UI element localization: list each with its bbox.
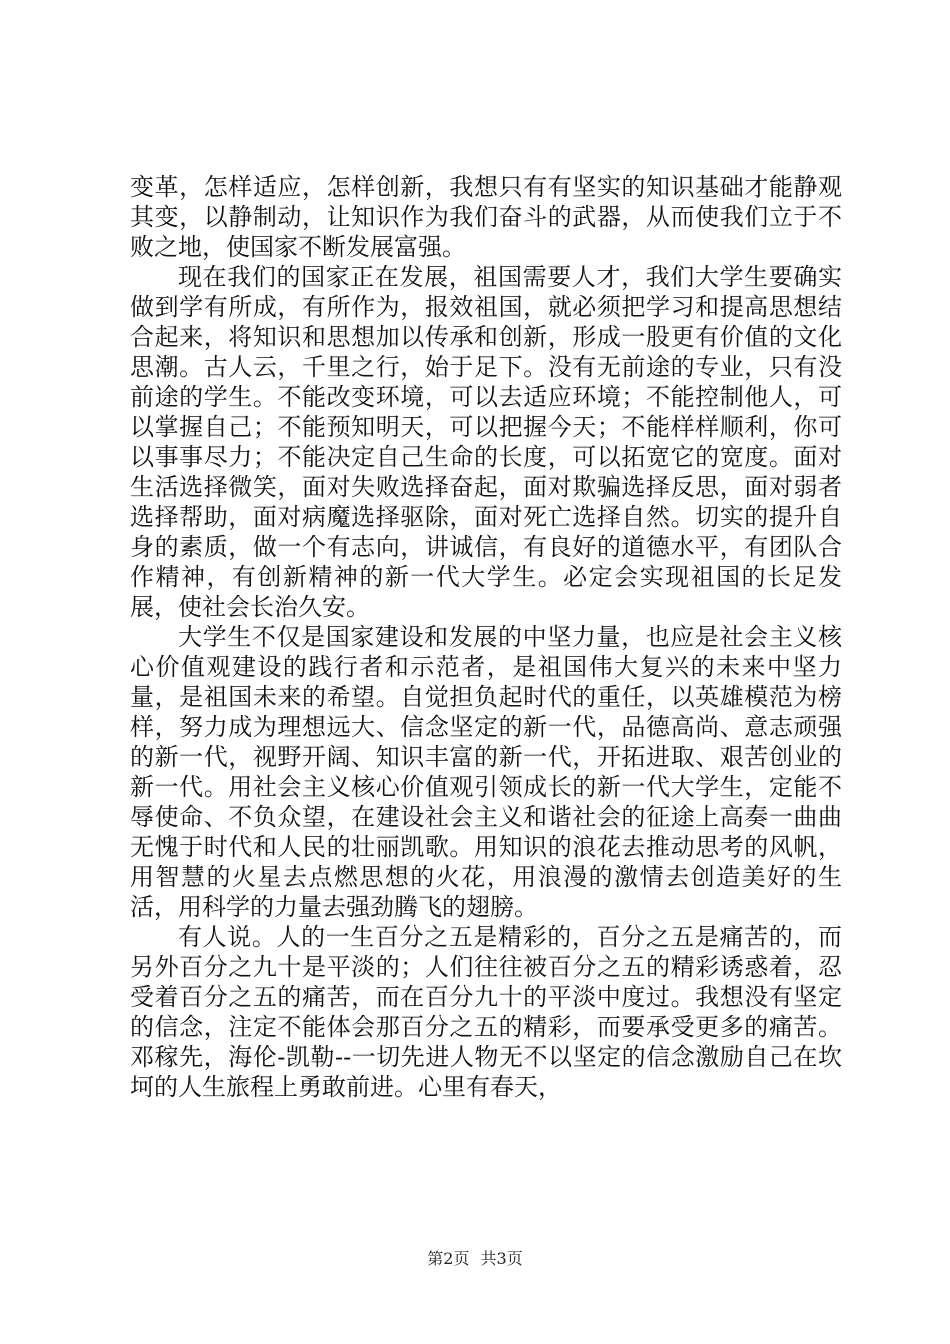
page-number-footer: 第2页 共3页 [427, 1249, 523, 1268]
paragraph-4: 有人说。人的一生百分之五是精彩的，百分之五是痛苦的，而另外百分之九十是平淡的；人们往往被百分之五的精彩诱惑着，忍受着百分之五的痛苦，而在百分九十的平淡中度过。我想没有坚定的信念，注定不能体会那百分之五的精彩，而要承受更多的痛苦。邓稼先，海伦-凯勒--一切先进人物无不以坚定的信念激励自己在坎坷的人生旅程上勇敢前进。心里有春天， [130, 923, 842, 1101]
paragraph-2: 现在我们的国家正在发展，祖国需要人才，我们大学生要确实做到学有所成，有所作为，报效祖国，就必须把学习和提高思想结合起来，将知识和思想加以传承和创新，形成一股更有价值的文化思潮。古人云，千里之行，始于足下。没有无前途的专业，只有没前途的学生。不能改变环境，可以去适应环境；不能控制他人，可以掌握自己；不能预知明天，可以把握今天；不能样样顺利，你可以事事尽力；不能决定自己生命的长度，可以拓宽它的宽度。面对生活选择微笑，面对失败选择奋起，面对欺骗选择反思，面对弱者选择帮助，面对病魔选择驱除，面对死亡选择自然。切实的提升自身的素质，做一个有志向，讲诚信，有良好的道德水平，有团队合作精神，有创新精神的新一代大学生。必定会实现祖国的长足发展，使社会长治久安。 [130, 263, 842, 621]
body-text [130, 172, 842, 1102]
paragraph-1: 变革，怎样适应，怎样创新，我想只有有坚实的知识基础才能静观其变，以静制动，让知识作为我们奋斗的武器，从而使我们立于不败之地，使国家不断发展富强。 [130, 173, 842, 261]
paragraph-3: 大学生不仅是国家建设和发展的中坚力量，也应是社会主义核心价值观建设的践行者和示范者，是祖国伟大复兴的未来中坚力量，是祖国未来的希望。自觉担负起时代的重任，以英雄模范为榜样，努力成为理想远大、信念坚定的新一代，品德高尚、意志顽强的新一代，视野开阔、知识丰富的新一代，开拓进取、艰苦创业的新一代。用社会主义核心价值观引领成长的新一代大学生，定能不辱使命、不负众望，在建设社会主义和谐社会的征途上高奏一曲曲无愧于时代和人民的壮丽凯歌。用知识的浪花去推动思考的风帆，用智慧的火星去点燃思想的火花，用浪漫的激情去创造美好的生活，用科学的力量去强劲腾飞的翅膀。 [130, 623, 842, 921]
